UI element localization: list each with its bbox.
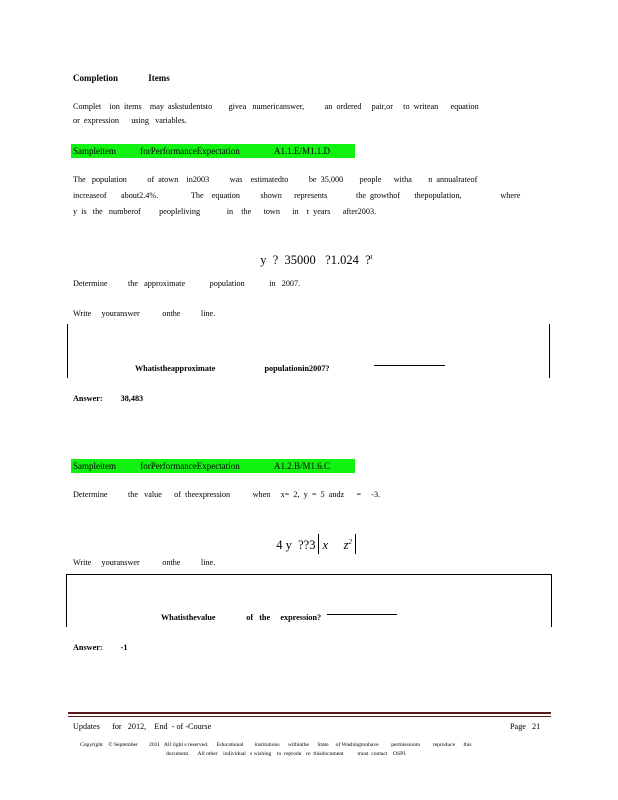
item1-answer xyxy=(73,394,143,403)
item2-prompt: Determine the value of theexpression when x= 2, y = 5 andz = -3. xyxy=(73,490,381,499)
section-title-right: Items xyxy=(148,73,170,83)
item2-box-question-text: Whatisthevalue of the expression? xyxy=(160,613,322,622)
item2-answer-label: Answer: xyxy=(73,643,103,652)
item1-header xyxy=(71,144,355,158)
item2-answer-blank[interactable] xyxy=(327,613,397,615)
item2-absolute-value xyxy=(318,534,356,554)
footer-rule-thick xyxy=(68,712,551,714)
item1-answer-blank[interactable] xyxy=(374,364,445,366)
item2-write-instruction: Write youranswer onthe line. xyxy=(73,558,216,567)
item1-box-question xyxy=(131,355,330,373)
item1-header-right: A1.1.E/M1.1.D xyxy=(273,146,330,156)
item1-header-mid: forPerformanceExpectation xyxy=(140,146,240,156)
intro-line-2: or expression using variables. xyxy=(73,116,187,125)
item2-header-mid: forPerformanceExpectation xyxy=(140,461,240,471)
item1-header-left: Sampleitem xyxy=(73,146,116,156)
item2-absolute-value-text: x z xyxy=(322,538,349,553)
footer-page-number: Page 21 xyxy=(510,722,541,731)
copyright-line-1: Copyright © September 2011 All right s reserved. Educational institutions withinthe State of Washingtonhave permissionto reproduce this xyxy=(80,742,472,748)
intro-line-1: Complet ion items may askstudentsto givea numericanswer, an ordered pair,or to writean equation xyxy=(73,102,479,111)
item2-equation-main: 4 y ??3 xyxy=(276,538,316,553)
item1-text-line-3: y is the numberof peopleliving in the town in t years after2003. xyxy=(73,207,377,216)
item2-answer-value: -1 xyxy=(120,643,128,652)
item1-prompt: Determine the approximate population in 2007. xyxy=(73,279,301,288)
item2-answer xyxy=(73,643,127,652)
copyright-line-2: document. All other individual s wishing to reprodu ce thisdocument must contact OSPI. xyxy=(166,751,407,757)
footer-title: Updates for 2012, End - of -Course xyxy=(73,722,212,731)
item1-equation-text: y ? 35000 ?1.024 ? xyxy=(260,253,371,268)
item2-header-left: Sampleitem xyxy=(73,461,116,471)
item1-answer-label: Answer: xyxy=(73,394,103,403)
item2-equation xyxy=(270,519,356,554)
item1-text-line-1: The population of atown in2003 was estimatedto be 35,000 people witha n annualrateof xyxy=(73,175,478,184)
footer-rule-thin xyxy=(68,716,551,717)
item2-box-question xyxy=(157,604,321,622)
item1-answer-value: 38,483 xyxy=(120,394,144,403)
item1-box-question-text: Whatistheapproximate populationin2007? xyxy=(134,364,330,373)
item1-text-line-2: increaseof about2.4%. The equation shown represents the growthof thepopulation, where xyxy=(73,191,521,200)
item1-equation-exponent: t xyxy=(370,253,373,261)
item2-equation-exponent: 2 xyxy=(348,538,353,546)
section-title xyxy=(73,73,170,83)
item2-header xyxy=(71,459,355,473)
item1-equation xyxy=(254,238,373,268)
item2-header-right: A1.2.B/M1.6.C xyxy=(273,461,330,471)
item1-write-instruction: Write youranswer onthe line. xyxy=(73,309,216,318)
section-title-left: Completion xyxy=(73,73,118,83)
